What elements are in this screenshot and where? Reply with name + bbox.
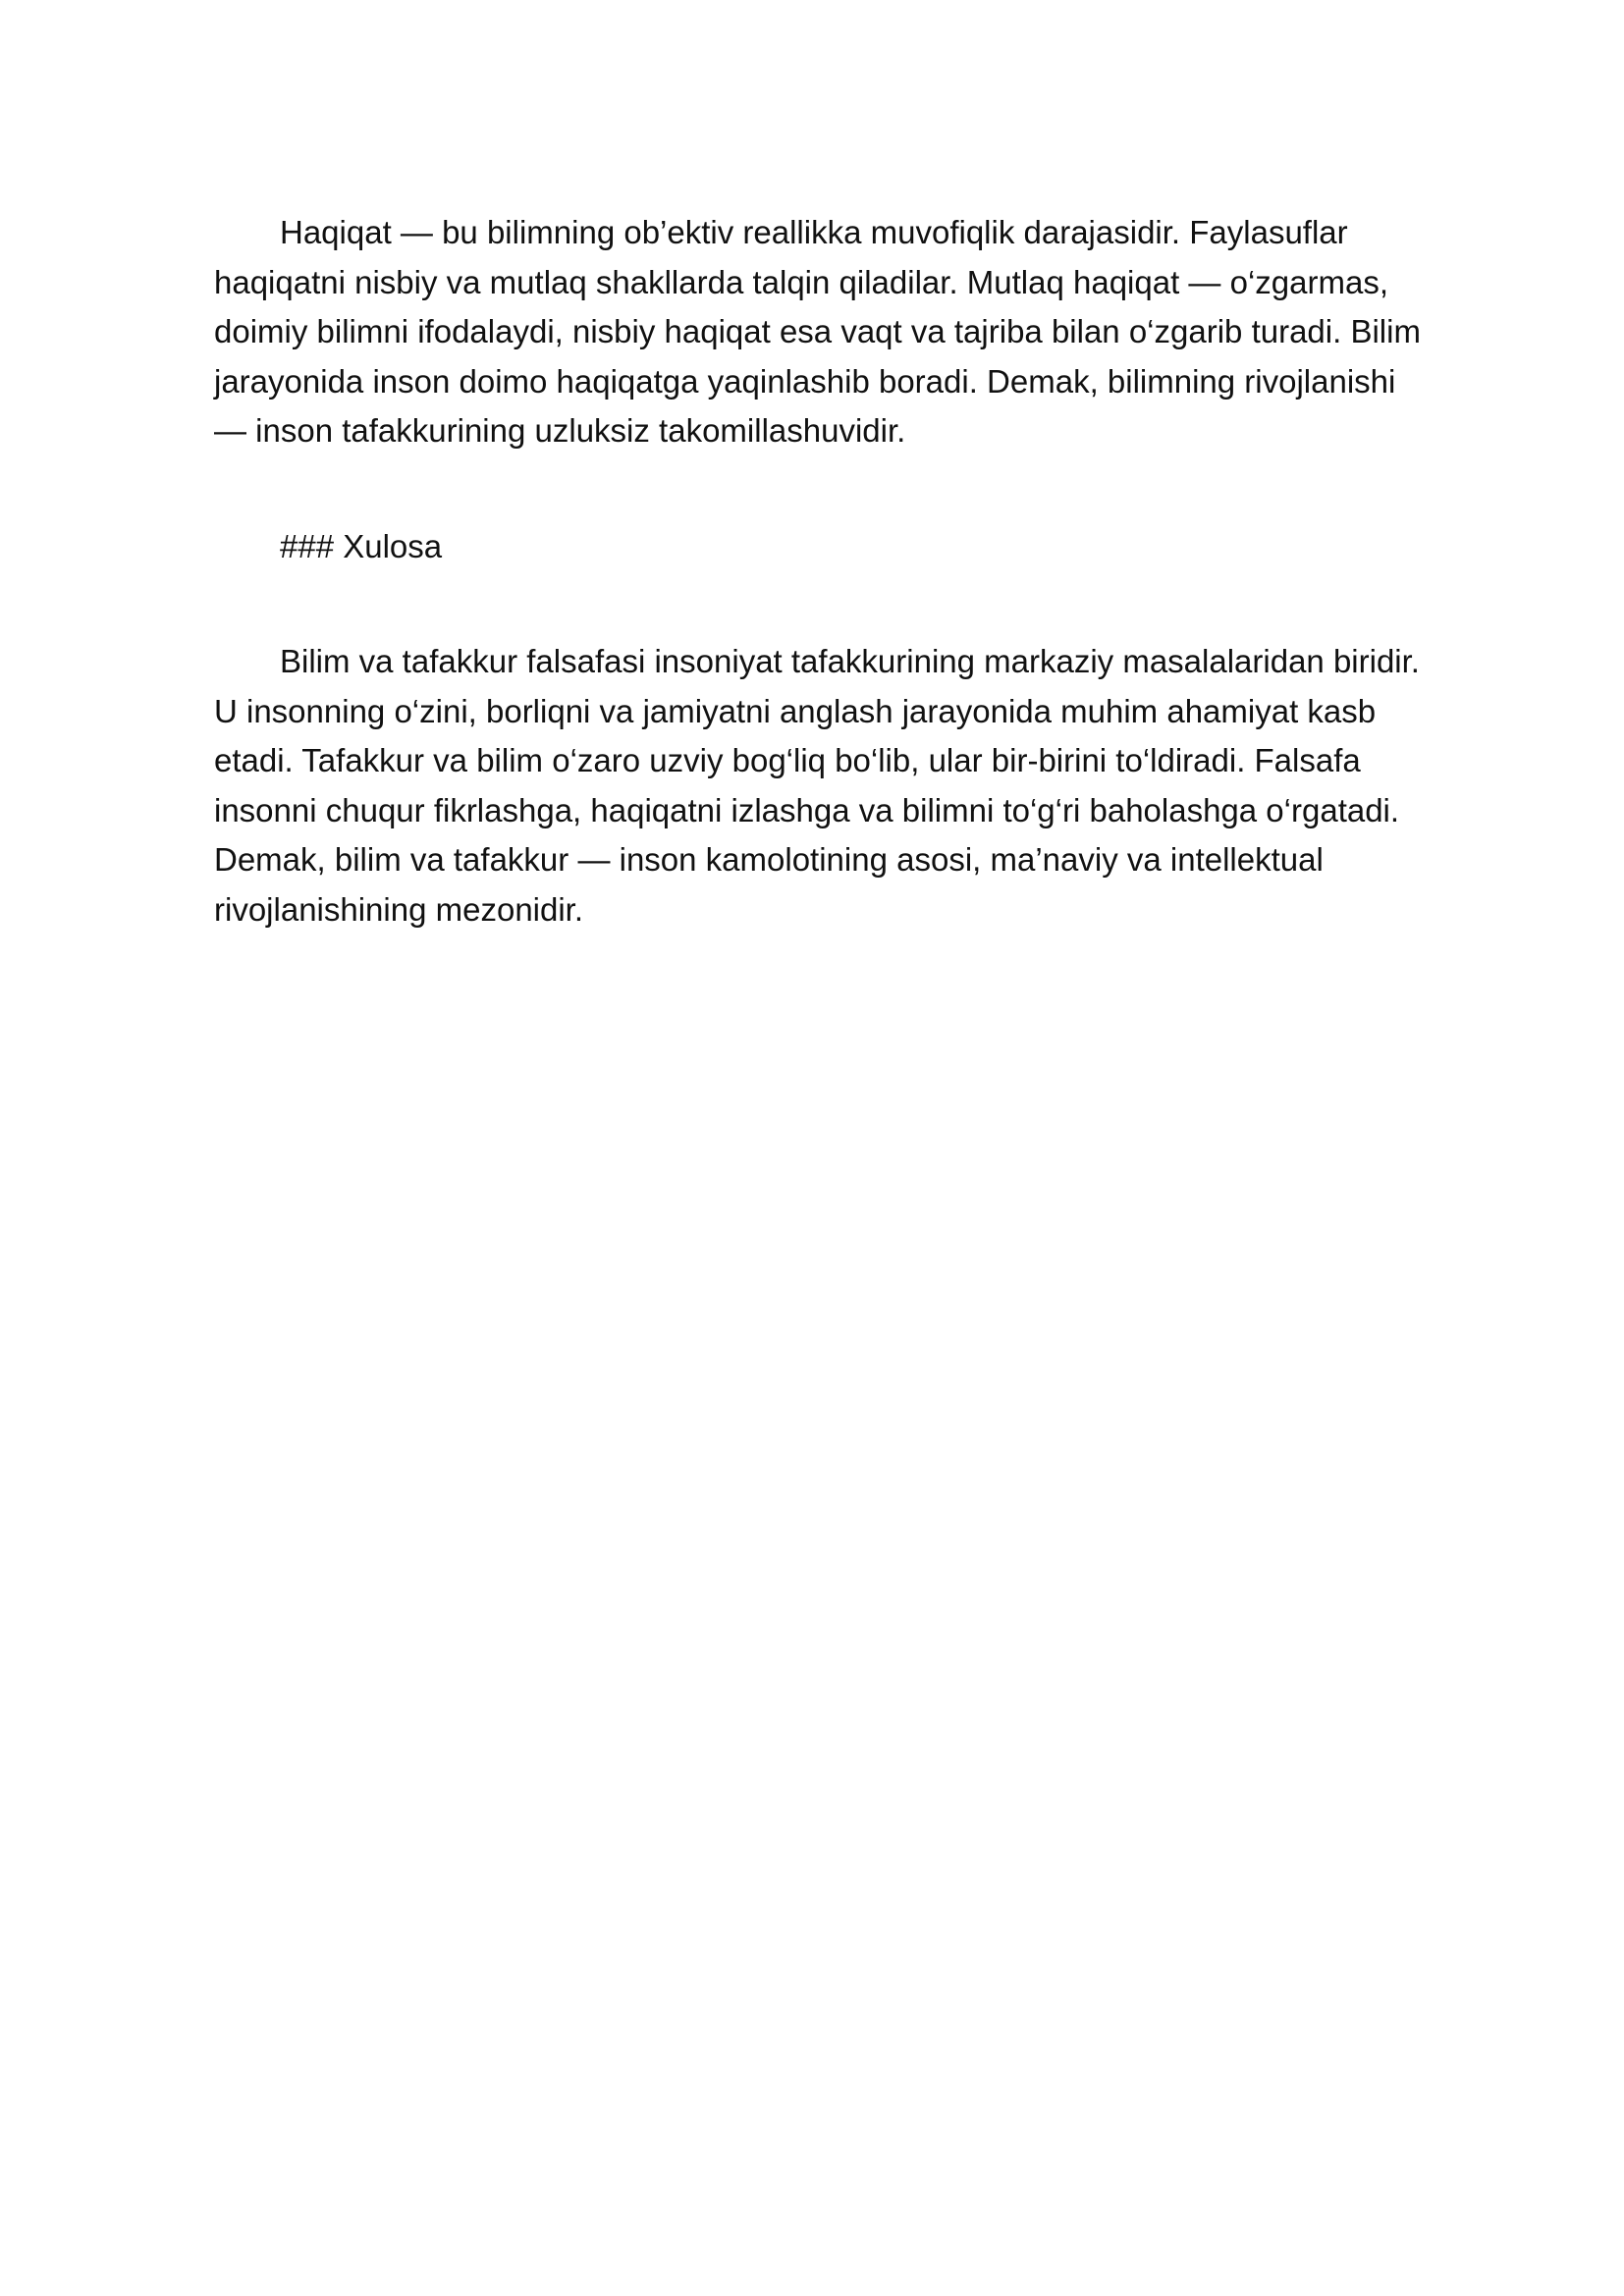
spacer <box>214 456 1422 522</box>
paragraph-haqiqat: Haqiqat — bu bilimning ob’ektiv reallikka muvofiqlik darajasidir. Faylasuflar haqiqatni nisbiy va mutlaq shakllarda talqin qiladilar. Mutlaq haqiqat — o‘zgarmas, doimiy bilimni ifodalaydi, nisbiy haqiqat esa vaqt va tajriba bilan o‘zgarib turadi. Bilim jarayonida inson doimo haqiqatga yaqinlashib boradi. Demak, bilimning rivojlanishi — inson tafakkurining uzluksiz takomillashuvidir. <box>214 214 1421 449</box>
paragraph-xulosa: Bilim va tafakkur falsafasi insoniyat tafakkurining markaziy masalalaridan biridir. U insonning o‘zini, borliqni va jamiyatni anglash jarayonida muhim ahamiyat kasb etadi. Tafakkur va bilim o‘zaro uzviy bog‘liq bo‘lib, ular bir-birini to‘ldiradi. Falsafa insonni chuqur fikrlashga, haqiqatni izlashga va bilimni to‘g‘ri baholashga o‘rgatadi. Demak, bilim va tafakkur — inson kamolotining asosi, ma’naviy va intellektual rivojlanishining mezonidir. <box>214 643 1420 928</box>
spacer <box>214 571 1422 637</box>
document-body <box>214 208 1422 934</box>
section-heading-xulosa: ### Xulosa <box>280 527 443 564</box>
